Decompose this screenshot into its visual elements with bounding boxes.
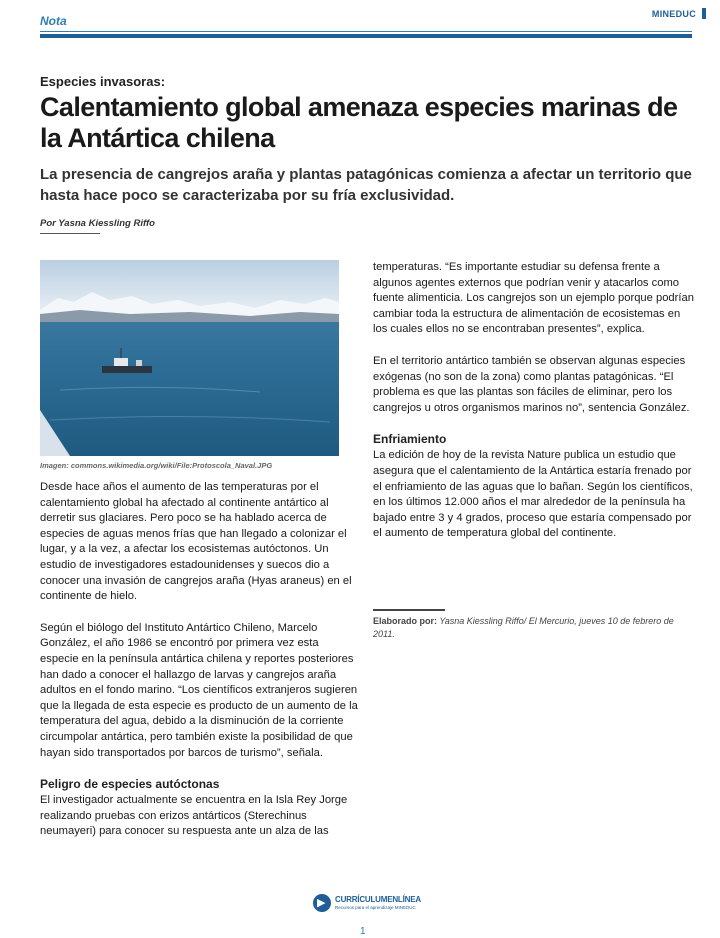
- brand-bar: [702, 8, 706, 19]
- credit-rule: [373, 609, 445, 611]
- header-rule-thick: [40, 34, 692, 38]
- logo-text: CURRÍCULUMENLÍNEA: [335, 895, 421, 904]
- paragraph-peligro: El investigador actualmente se encuentra en la Isla Rey Jorge realizando pruebas con erizos antárticos (Sterechinus neumayeri) para conocer su respuesta ante un alza de las: [40, 794, 348, 838]
- paragraph-enfriamiento: La edición de hoy de la revista Nature publica un estudio que asegura que el calentamiento de la Antártica estaría frenado por el enfriamiento de las aguas que lo bañan. Según los científicos, en los últimos 12.000 años el mar alrededor de la península ha bajado entre 3 y 4 grados, proceso que estaría compensado por el aumento de temperatura global del continente.: [373, 449, 693, 540]
- right-column: [373, 260, 695, 558]
- section-label: Nota: [40, 14, 67, 28]
- article-credit: [373, 615, 695, 641]
- brand-text: MINEDUC: [651, 9, 696, 19]
- curriculum-logo[interactable]: [313, 894, 433, 914]
- image-caption: Imagen: commons.wikimedia.org/wiki/File:Protoscola_Naval.JPG: [40, 461, 273, 470]
- paragraph-intro: Desde hace años el aumento de las temperaturas por el calentamiento global ha afectado al continente antártico al derretir sus glaciares. Pero poco se ha hablado acerca de especies de aguas menos frías que han llegado a colonizar el lugar, y a la vez, a afectar los ecosistemas autóctonos. Un estudio de investigadores estadounidenses y suecos dio a conocer una invasión de cangrejos araña (Hyas araneus) en el continente de hielo.: [40, 481, 352, 603]
- antarctic-sea-photo: [40, 260, 339, 456]
- article-title: Calentamiento global amenaza especies marinas de la Antártica chilena: [40, 92, 678, 153]
- left-column: [40, 480, 358, 856]
- paragraph-gonzalez: Según el biólogo del Instituto Antártico Chileno, Marcelo González, el año 1986 se encontró por primera vez esta especie en la península antártica chilena y reportes posteriores han dado a conocer el hallazgo de larvas y cangrejos araña adultos en el fondo marino. “Los científicos extranjeros sugieren que la llegada de esta especie es producto de un aumento de la temperatura del agua, debido a la disminución de la corriente circumpolar antártica, pero también existe la posibilidad de que hayan sido transportados por barcos de turismo”, señala.: [40, 621, 358, 759]
- page-number: 1: [360, 926, 366, 937]
- logo-subtext: Recursos para el aprendizaje MINEDUC: [335, 905, 416, 910]
- header-rule-thin: [40, 31, 692, 32]
- credit-text: Yasna Kiessling Riffo/ El Mercurio, jueves 10 de febrero de 2011.: [373, 616, 674, 639]
- brand-label: [652, 8, 706, 19]
- article-kicker: Especies invasoras:: [40, 74, 166, 89]
- credit-label: Elaborado por:: [373, 616, 438, 626]
- heading-peligro: Peligro de especies autóctonas: [40, 777, 220, 792]
- heading-enfriamiento: Enfriamiento: [373, 432, 447, 447]
- play-arrow-icon: ▶: [317, 897, 326, 909]
- paragraph-exogenas: En el territorio antártico también se observan algunas especies exógenas (no son de la zona) como plantas patagónicas. “El problema es que las plantas son fáciles de eliminar, pero los cangrejos u otros organismos marinos no”, sentencia González.: [373, 354, 690, 414]
- article-byline: Por Yasna Kiessling Riffo: [40, 218, 155, 229]
- paragraph-temperaturas: temperaturas. “Es importante estudiar su defensa frente a algunos agentes externos que podrían venir y atacarlos como fuente alimenticia. Los cangrejos son un ejemplo porque podrían cambiar toda la estructura de alimentación de ecosistemas en los cuales ellos no se encontraban presentes”, explica.: [373, 261, 694, 336]
- article-subtitle: La presencia de cangrejos araña y plantas patagónicas comienza a afectar un territorio que hasta hace poco se caracterizaba por su fría exclusividad.: [40, 166, 692, 204]
- byline-rule: [40, 233, 100, 234]
